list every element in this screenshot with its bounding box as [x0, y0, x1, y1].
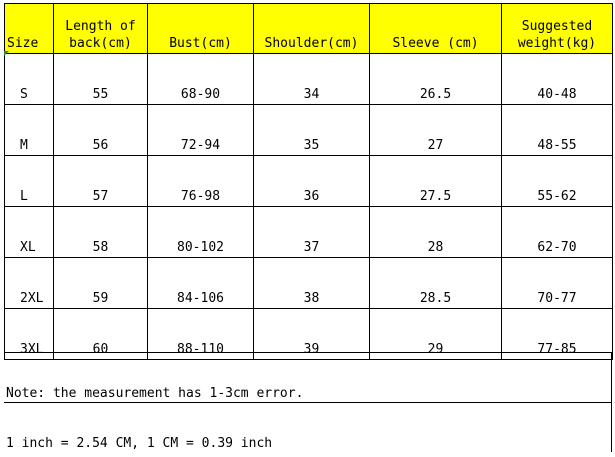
length-cell: 59 [54, 258, 148, 309]
error-note-text: Note: the measurement has 1-3cm error. [6, 386, 304, 401]
bust-cell: 84-106 [148, 258, 254, 309]
size-cell: 3XL [5, 309, 54, 360]
sleeve-cell: 29 [370, 309, 502, 360]
size-chart-table [4, 3, 613, 360]
header-weight-line-1: Suggested [521, 19, 593, 34]
bust-cell: 76-98 [148, 156, 254, 207]
sleeve-cell: 26.5 [370, 54, 502, 105]
length-cell: 60 [54, 309, 148, 360]
sleeve-cell: 27.5 [370, 156, 502, 207]
weight-cell: 48-55 [502, 105, 613, 156]
size-cell: XL [5, 207, 54, 258]
sleeve-cell: 27 [370, 105, 502, 156]
table-row [5, 105, 613, 156]
size-cell: M [5, 105, 54, 156]
shoulder-cell: 37 [254, 207, 370, 258]
table-row [5, 258, 613, 309]
sleeve-cell: 28.5 [370, 258, 502, 309]
header-bust: Bust(cm) [148, 4, 254, 54]
header-size: Size [5, 4, 54, 54]
header-suggested-weight [502, 4, 613, 54]
header-weight-line-2: weight(kg) [517, 36, 597, 51]
weight-cell: 77-85 [502, 309, 613, 360]
header-length-of-back [54, 4, 148, 54]
table-row [5, 207, 613, 258]
length-cell: 57 [54, 156, 148, 207]
sleeve-cell: 28 [370, 207, 502, 258]
table-row [5, 156, 613, 207]
bust-cell: 80-102 [148, 207, 254, 258]
length-cell: 56 [54, 105, 148, 156]
length-cell: 58 [54, 207, 148, 258]
weight-cell: 62-70 [502, 207, 613, 258]
header-shoulder: Shoulder(cm) [254, 4, 370, 54]
weight-cell: 55-62 [502, 156, 613, 207]
size-cell: 2XL [5, 258, 54, 309]
shoulder-cell: 38 [254, 258, 370, 309]
header-length-line-2: back(cm) [69, 36, 132, 51]
cell-corner-marker [4, 51, 9, 56]
header-length-line-1: Length of [65, 19, 136, 34]
table-right-border [611, 352, 612, 452]
weight-cell: 40-48 [502, 54, 613, 105]
shoulder-cell: 34 [254, 54, 370, 105]
conversion-note-text: 1 inch = 2.54 CM, 1 CM = 0.39 inch [6, 436, 273, 451]
shoulder-cell: 35 [254, 105, 370, 156]
bust-cell: 88-110 [148, 309, 254, 360]
weight-cell: 70-77 [502, 258, 613, 309]
size-cell: L [5, 156, 54, 207]
bust-cell: 68-90 [148, 54, 254, 105]
conversion-note-row [4, 402, 612, 452]
table-row [5, 54, 613, 105]
shoulder-cell: 39 [254, 309, 370, 360]
shoulder-cell: 36 [254, 156, 370, 207]
bust-cell: 72-94 [148, 105, 254, 156]
size-cell: S [5, 54, 54, 105]
header-sleeve: Sleeve (cm) [370, 4, 502, 54]
length-cell: 55 [54, 54, 148, 105]
header-row [5, 4, 613, 54]
error-note-row [4, 352, 612, 402]
